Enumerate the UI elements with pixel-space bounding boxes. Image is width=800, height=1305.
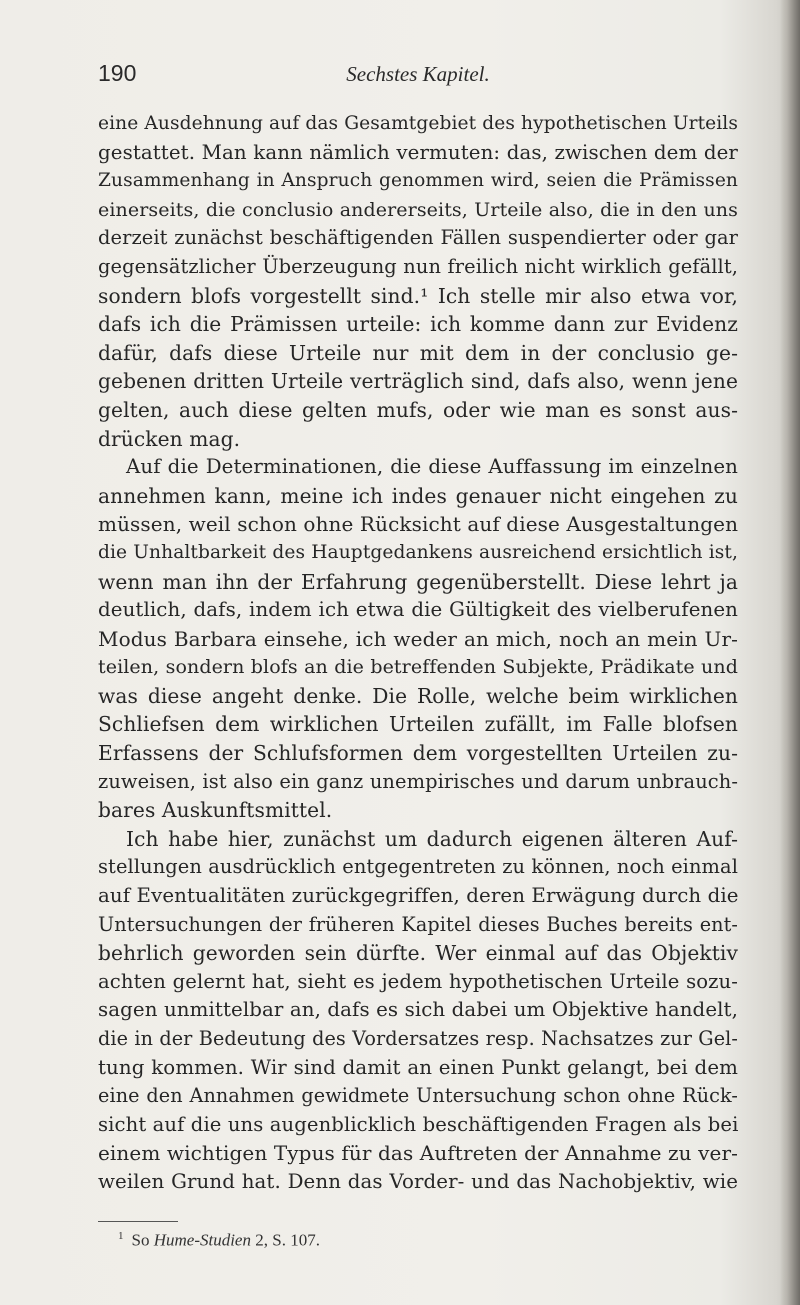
text-line: sondern blofs vorgestellt sind.¹ Ich stelle mir also etwa vor, [98, 283, 738, 308]
page-edge-shadow [780, 0, 800, 1305]
text-line: Auf die Determinationen, die diese Auffassung im einzelnen [126, 455, 738, 479]
footnote-title: Hume-Studien [153, 1230, 251, 1250]
text-line: Erfassens der Schlufsformen dem vorgestellten Urteilen zu- [98, 741, 738, 766]
text-line: stellungen ausdrücklich entgegentreten zu können, noch einmal [98, 855, 738, 879]
text-line: gegensätzlicher Überzeugung nun freilich nicht wirklich gefällt, [98, 254, 738, 278]
text-line: behrlich geworden sein dürfte. Wer einmal auf das Objektiv [98, 941, 738, 966]
text-line: gelten, auch diese gelten mufs, oder wie man es sonst aus- [98, 397, 738, 422]
text-line: einerseits, die conclusio andererseits, Urteile also, die in den uns [98, 198, 738, 221]
footnote-marker: 1 [118, 1230, 124, 1242]
text-line: die Unhaltbarkeit des Hauptgedankens ausreichend ersichtlich ist, [98, 541, 738, 563]
text-line: Schliefsen dem wirklichen Urteilen zufällt, im Falle blofsen [98, 712, 738, 737]
text-line: achten gelernt hat, sieht es jedem hypothetischen Urteile sozu- [98, 969, 738, 993]
text-line: auf Eventualitäten zurückgegriffen, deren Erwägung durch die [98, 884, 739, 908]
text-line: Zusammenhang in Anspruch genommen wird, seien die Prämissen [98, 170, 738, 192]
text-line: tung kommen. Wir sind damit an einen Punkt gelangt, bei dem [98, 1055, 738, 1079]
body-text [98, 110, 738, 1197]
text-line: annehmen kann, meine ich indes genauer nicht eingehen zu [98, 483, 738, 508]
text-line: teilen, sondern blofs an die betreffenden Subjekte, Prädikate und [98, 656, 738, 679]
text-line: wenn man ihn der Erfahrung gegenüberstellt. Diese lehrt ja [98, 569, 738, 594]
text-line: bares Auskunftsmittel. [98, 798, 333, 823]
footnote-divider [98, 1221, 178, 1222]
text-line: dafs ich die Prämissen urteile: ich komme dann zur Evidenz [98, 312, 738, 337]
text-line: eine Ausdehnung auf das Gesamtgebiet des hypothetischen Urteils [98, 113, 738, 134]
text-line: Ich habe hier, zunächst um dadurch eigenen älteren Auf- [126, 826, 738, 851]
text-line: gestattet. Man kann nämlich vermuten: das, zwischen dem der [98, 140, 738, 164]
text-line: die in der Bedeutung des Vordersatzes resp. Nachsatzes zur Gel- [98, 1027, 738, 1050]
text-line: Untersuchungen der früheren Kapitel dieses Buches bereits ent- [98, 912, 738, 936]
text-line: drücken mag. [98, 426, 241, 451]
text-line: dafür, dafs diese Urteile nur mit dem in der conclusio ge- [98, 340, 738, 365]
text-line: sicht auf die uns augenblicklich beschäftigenden Fragen als bei [98, 1112, 739, 1136]
footnote [118, 1230, 320, 1251]
text-line: Modus Barbara einsehe, ich weder an mich, noch an mein Ur- [98, 626, 738, 651]
running-head: Sechstes Kapitel. [346, 62, 490, 86]
footnote-suffix: 2, S. 107. [255, 1230, 320, 1250]
text-line: müssen, weil schon ohne Rücksicht auf diese Ausgestaltungen [98, 512, 739, 537]
footnote-prefix: So [131, 1230, 150, 1250]
text-line: gebenen dritten Urteile verträglich sind, dafs also, wenn jene [98, 369, 738, 394]
page-header [98, 60, 738, 90]
text-line: deutlich, dafs, indem ich etwa die Gültigkeit des vielberufenen [98, 598, 738, 622]
text-line: zuweisen, ist also ein ganz unempirisches und darum unbrauch- [98, 769, 738, 793]
text-line: sagen unmittelbar an, dafs es sich dabei um Objektive handelt, [98, 998, 738, 1022]
text-line: einem wichtigen Typus für das Auftreten der Annahme zu ver- [98, 1141, 738, 1166]
text-line: was diese angeht denke. Die Rolle, welche beim wirklichen [98, 683, 738, 708]
text-line: eine den Annahmen gewidmete Untersuchung schon ohne Rück- [98, 1084, 738, 1108]
page-number: 190 [98, 60, 137, 86]
text-line: derzeit zunächst beschäftigenden Fällen suspendierter oder gar [98, 226, 738, 250]
text-line: weilen Grund hat. Denn das Vorder- und das Nachobjektiv, wie [98, 1169, 738, 1193]
